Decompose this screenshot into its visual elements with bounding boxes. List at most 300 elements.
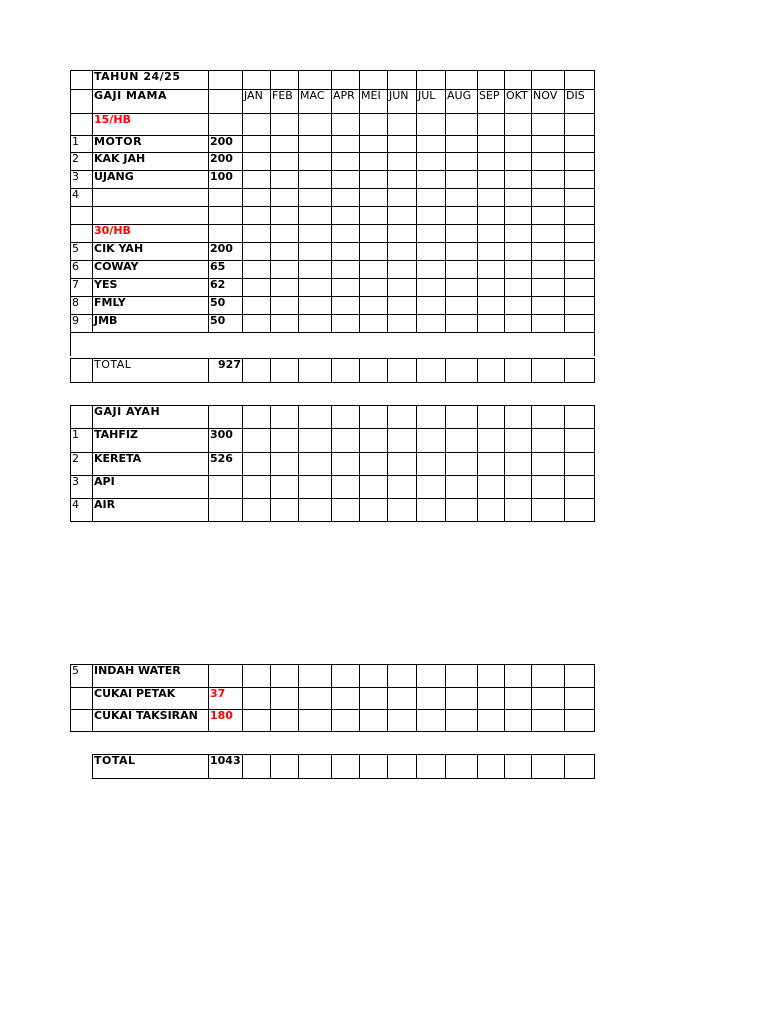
grid-cell — [417, 71, 446, 90]
grid-cell — [505, 359, 532, 383]
grid-cell — [271, 406, 299, 429]
grid-cell — [299, 171, 332, 189]
item-name — [93, 189, 209, 207]
grid-cell — [243, 171, 271, 189]
grid-cell — [388, 315, 417, 333]
grid-cell — [271, 297, 299, 315]
grid-cell — [532, 171, 565, 189]
grid-cell — [332, 207, 360, 225]
section-title-ayah: GAJI AYAH — [93, 406, 209, 429]
row-number — [71, 688, 93, 710]
grid-cell — [388, 243, 417, 261]
grid-cell — [243, 114, 271, 136]
grid-cell — [243, 297, 271, 315]
grid-cell — [388, 688, 417, 710]
grid-cell — [565, 755, 595, 779]
table-row — [71, 261, 595, 279]
table-row — [71, 136, 595, 153]
grid-cell — [360, 243, 388, 261]
grid-cell — [446, 136, 478, 153]
item-name: AIR — [93, 499, 209, 522]
grid-cell — [478, 71, 505, 90]
grid-cell — [446, 476, 478, 499]
month-label: SEP — [478, 90, 505, 114]
month-label: NOV — [532, 90, 565, 114]
total-value-mama: 927 — [209, 359, 243, 383]
grid-cell — [299, 189, 332, 207]
grid-cell — [532, 315, 565, 333]
grid-cell — [332, 476, 360, 499]
grid-cell — [446, 359, 478, 383]
grid-cell — [446, 207, 478, 225]
grid-cell — [93, 207, 209, 225]
grid-cell — [360, 429, 388, 453]
grid-cell — [446, 189, 478, 207]
grid-cell — [271, 189, 299, 207]
grid-cell — [243, 153, 271, 171]
grid-cell — [446, 755, 478, 779]
grid-cell — [446, 225, 478, 243]
grid-cell — [478, 171, 505, 189]
grid-cell — [478, 755, 505, 779]
item-amount — [209, 189, 243, 207]
grid-cell — [505, 297, 532, 315]
grid-cell — [446, 243, 478, 261]
item-name: KERETA — [93, 453, 209, 476]
grid-cell — [388, 297, 417, 315]
grid-cell — [243, 71, 271, 90]
grid-cell — [505, 243, 532, 261]
grid-cell — [388, 279, 417, 297]
grid-cell — [271, 359, 299, 383]
grid-cell — [299, 243, 332, 261]
grid-cell — [417, 755, 446, 779]
grid-cell — [388, 136, 417, 153]
grid-cell — [243, 755, 271, 779]
grid-cell — [332, 189, 360, 207]
table-row — [71, 499, 595, 522]
gaji-ayah-continued-table — [70, 664, 595, 732]
grid-cell — [243, 243, 271, 261]
item-name: COWAY — [93, 261, 209, 279]
grid-cell — [417, 688, 446, 710]
grid-cell — [565, 499, 595, 522]
table-row — [71, 688, 595, 710]
grid-cell — [243, 499, 271, 522]
grid-cell — [271, 453, 299, 476]
grid-cell — [243, 688, 271, 710]
grid-cell — [299, 207, 332, 225]
grid-cell — [332, 114, 360, 136]
grid-cell — [505, 261, 532, 279]
grid-cell — [299, 710, 332, 732]
grid-cell — [417, 261, 446, 279]
grid-cell — [388, 710, 417, 732]
table-row — [71, 189, 595, 207]
grid-cell — [532, 688, 565, 710]
grid-cell — [209, 71, 243, 90]
grid-cell — [299, 453, 332, 476]
table-row — [71, 243, 595, 261]
grid-cell — [388, 225, 417, 243]
item-amount: 100 — [209, 171, 243, 189]
grid-cell — [446, 153, 478, 171]
item-name: YES — [93, 279, 209, 297]
grid-cell — [532, 153, 565, 171]
grid-cell — [209, 406, 243, 429]
grid-cell — [243, 476, 271, 499]
table-row — [71, 297, 595, 315]
item-amount: 200 — [209, 243, 243, 261]
grid-cell — [565, 243, 595, 261]
grid-cell — [360, 499, 388, 522]
grid-cell — [417, 665, 446, 688]
grid-cell — [565, 279, 595, 297]
grid-cell — [271, 429, 299, 453]
row-number: 1 — [71, 429, 93, 453]
grid-cell — [209, 207, 243, 225]
row-number: 6 — [71, 261, 93, 279]
grid-cell — [299, 71, 332, 90]
grid-cell — [71, 114, 93, 136]
grid-cell — [271, 499, 299, 522]
grid-cell — [271, 153, 299, 171]
grid-cell — [332, 261, 360, 279]
grid-cell — [417, 153, 446, 171]
grid-cell — [446, 297, 478, 315]
grid-cell — [478, 189, 505, 207]
row-number: 2 — [71, 153, 93, 171]
grid-cell — [478, 406, 505, 429]
grid-cell — [478, 261, 505, 279]
grid-cell — [243, 261, 271, 279]
grid-cell — [505, 225, 532, 243]
row-number: 4 — [71, 189, 93, 207]
grid-cell — [71, 359, 93, 383]
row-number: 8 — [71, 297, 93, 315]
row-number: 9 — [71, 315, 93, 333]
grid-cell — [360, 71, 388, 90]
grid-cell — [478, 225, 505, 243]
item-name: CIK YAH — [93, 243, 209, 261]
grid-cell — [417, 315, 446, 333]
item-amount: 200 — [209, 153, 243, 171]
item-name: API — [93, 476, 209, 499]
grid-cell — [271, 476, 299, 499]
grid-cell — [299, 499, 332, 522]
item-amount: 65 — [209, 261, 243, 279]
grid-cell — [360, 359, 388, 383]
grid-cell — [360, 207, 388, 225]
grid-cell — [360, 315, 388, 333]
grid-cell — [565, 406, 595, 429]
item-amount: 200 — [209, 136, 243, 153]
grid-cell — [332, 755, 360, 779]
grid-cell — [532, 136, 565, 153]
grid-cell — [532, 297, 565, 315]
grid-cell — [299, 755, 332, 779]
item-name: TAHFIZ — [93, 429, 209, 453]
grid-cell — [388, 207, 417, 225]
grid-cell — [478, 476, 505, 499]
grid-cell — [478, 153, 505, 171]
grid-cell — [532, 499, 565, 522]
grid-cell — [417, 453, 446, 476]
grid-cell — [271, 114, 299, 136]
grid-cell — [388, 665, 417, 688]
grid-cell — [446, 114, 478, 136]
grid-cell — [388, 429, 417, 453]
grid-cell — [71, 225, 93, 243]
row-number: 5 — [71, 243, 93, 261]
grid-cell — [299, 297, 332, 315]
grid-cell — [271, 71, 299, 90]
month-header-row — [71, 90, 595, 114]
grid-cell — [505, 279, 532, 297]
grid-cell — [271, 171, 299, 189]
grid-cell — [417, 225, 446, 243]
grid-cell — [532, 71, 565, 90]
grid-cell — [417, 279, 446, 297]
grid-cell — [360, 710, 388, 732]
grid-cell — [417, 429, 446, 453]
table-row — [71, 315, 595, 333]
grid-cell — [332, 279, 360, 297]
gaji-ayah-table — [70, 405, 595, 522]
grid-cell — [71, 207, 93, 225]
grid-cell — [299, 136, 332, 153]
mama-total-table — [70, 358, 595, 383]
grid-cell — [478, 499, 505, 522]
grid-cell — [388, 476, 417, 499]
grid-cell — [209, 225, 243, 243]
table-row — [71, 359, 595, 383]
month-label: JUL — [417, 90, 446, 114]
item-amount: 37 — [209, 688, 243, 710]
month-label: MAC — [299, 90, 332, 114]
item-amount: 300 — [209, 429, 243, 453]
grid-cell — [417, 207, 446, 225]
grid-cell — [360, 665, 388, 688]
grid-cell — [332, 225, 360, 243]
grid-cell — [446, 499, 478, 522]
grid-cell — [243, 207, 271, 225]
grid-cell — [505, 499, 532, 522]
month-label: APR — [332, 90, 360, 114]
row-number: 1 — [71, 136, 93, 153]
grid-cell — [417, 476, 446, 499]
table-row — [71, 453, 595, 476]
grid-cell — [299, 153, 332, 171]
spacer-row — [71, 333, 595, 356]
grid-cell — [388, 499, 417, 522]
grid-cell — [299, 279, 332, 297]
month-label: DIS — [565, 90, 595, 114]
gaji-mama-table — [70, 70, 595, 356]
grid-cell — [532, 429, 565, 453]
grid-cell — [565, 225, 595, 243]
grid-cell — [388, 114, 417, 136]
grid-cell — [388, 153, 417, 171]
grid-cell — [332, 406, 360, 429]
grid-cell — [532, 665, 565, 688]
row-number: 7 — [71, 279, 93, 297]
grid-cell — [388, 359, 417, 383]
grid-cell — [271, 243, 299, 261]
grid-cell — [532, 279, 565, 297]
grid-cell — [332, 710, 360, 732]
grid-cell — [446, 171, 478, 189]
grid-cell — [478, 688, 505, 710]
table-row — [71, 406, 595, 429]
grid-cell — [388, 261, 417, 279]
table-row — [71, 171, 595, 189]
grid-cell — [505, 476, 532, 499]
grid-cell — [417, 189, 446, 207]
grid-cell — [505, 406, 532, 429]
grid-cell — [532, 207, 565, 225]
grid-cell — [360, 476, 388, 499]
grid-cell — [505, 189, 532, 207]
ayah-total-table — [92, 754, 595, 779]
item-name: FMLY — [93, 297, 209, 315]
grid-cell — [271, 225, 299, 243]
grid-cell — [271, 710, 299, 732]
item-name: KAK JAH — [93, 153, 209, 171]
grid-cell — [532, 225, 565, 243]
section-title-mama: GAJI MAMA — [93, 90, 209, 114]
grid-cell — [388, 406, 417, 429]
table-row — [71, 429, 595, 453]
grid-cell — [532, 359, 565, 383]
grid-cell — [299, 359, 332, 383]
grid-cell — [446, 315, 478, 333]
grid-cell — [299, 225, 332, 243]
grid-cell — [271, 261, 299, 279]
grid-cell — [505, 429, 532, 453]
grid-cell — [532, 243, 565, 261]
grid-cell — [565, 359, 595, 383]
grid-cell — [478, 665, 505, 688]
grid-cell — [360, 453, 388, 476]
row-number: 5 — [71, 665, 93, 688]
grid-cell — [446, 429, 478, 453]
month-label: JAN — [243, 90, 271, 114]
grid-cell — [360, 261, 388, 279]
grid-cell — [332, 297, 360, 315]
grid-cell — [299, 114, 332, 136]
grid-cell — [565, 261, 595, 279]
grid-cell — [360, 153, 388, 171]
grid-cell — [271, 279, 299, 297]
grid-cell — [388, 453, 417, 476]
grid-cell — [360, 171, 388, 189]
grid-cell — [532, 189, 565, 207]
grid-cell — [505, 755, 532, 779]
grid-cell — [446, 665, 478, 688]
grid-cell — [446, 279, 478, 297]
table-row — [71, 476, 595, 499]
grid-cell — [565, 171, 595, 189]
grid-cell — [565, 189, 595, 207]
group-label-15hb: 15/HB — [93, 114, 209, 136]
item-amount: 62 — [209, 279, 243, 297]
table-row — [71, 153, 595, 171]
grid-cell — [446, 710, 478, 732]
grid-cell — [417, 406, 446, 429]
item-amount — [209, 665, 243, 688]
grid-cell — [360, 297, 388, 315]
row-number: 4 — [71, 499, 93, 522]
grid-cell — [332, 136, 360, 153]
grid-cell — [565, 453, 595, 476]
grid-cell — [446, 71, 478, 90]
grid-cell — [478, 243, 505, 261]
grid-cell — [271, 136, 299, 153]
grid-cell — [532, 755, 565, 779]
grid-cell — [299, 665, 332, 688]
grid-cell — [478, 297, 505, 315]
grid-cell — [299, 315, 332, 333]
row-number: 3 — [71, 171, 93, 189]
grid-cell — [332, 243, 360, 261]
grid-cell — [299, 429, 332, 453]
grid-cell — [565, 710, 595, 732]
grid-cell — [243, 189, 271, 207]
grid-cell — [271, 315, 299, 333]
grid-cell — [360, 406, 388, 429]
grid-cell — [243, 136, 271, 153]
grid-cell — [271, 207, 299, 225]
grid-cell — [71, 406, 93, 429]
item-name: INDAH WATER — [93, 665, 209, 688]
grid-cell — [417, 171, 446, 189]
grid-cell — [332, 429, 360, 453]
grid-cell — [478, 429, 505, 453]
grid-cell — [565, 665, 595, 688]
grid-cell — [209, 90, 243, 114]
grid-cell — [417, 297, 446, 315]
grid-cell — [360, 755, 388, 779]
grid-cell — [478, 136, 505, 153]
grid-cell — [532, 453, 565, 476]
grid-cell — [71, 90, 93, 114]
row-number: 2 — [71, 453, 93, 476]
grid-cell — [388, 71, 417, 90]
grid-cell — [565, 429, 595, 453]
grid-cell — [271, 665, 299, 688]
grid-cell — [565, 315, 595, 333]
grid-cell — [332, 171, 360, 189]
table-row — [71, 710, 595, 732]
month-label: AUG — [446, 90, 478, 114]
grid-cell — [505, 453, 532, 476]
grid-cell — [271, 688, 299, 710]
grid-cell — [332, 71, 360, 90]
grid-cell — [332, 359, 360, 383]
grid-cell — [478, 114, 505, 136]
grid-cell — [299, 406, 332, 429]
grid-cell — [388, 171, 417, 189]
grid-cell — [532, 476, 565, 499]
grid-cell — [243, 279, 271, 297]
grid-cell — [243, 453, 271, 476]
item-amount — [209, 476, 243, 499]
item-amount: 180 — [209, 710, 243, 732]
grid-cell — [505, 71, 532, 90]
grid-cell — [243, 406, 271, 429]
grid-cell — [332, 453, 360, 476]
